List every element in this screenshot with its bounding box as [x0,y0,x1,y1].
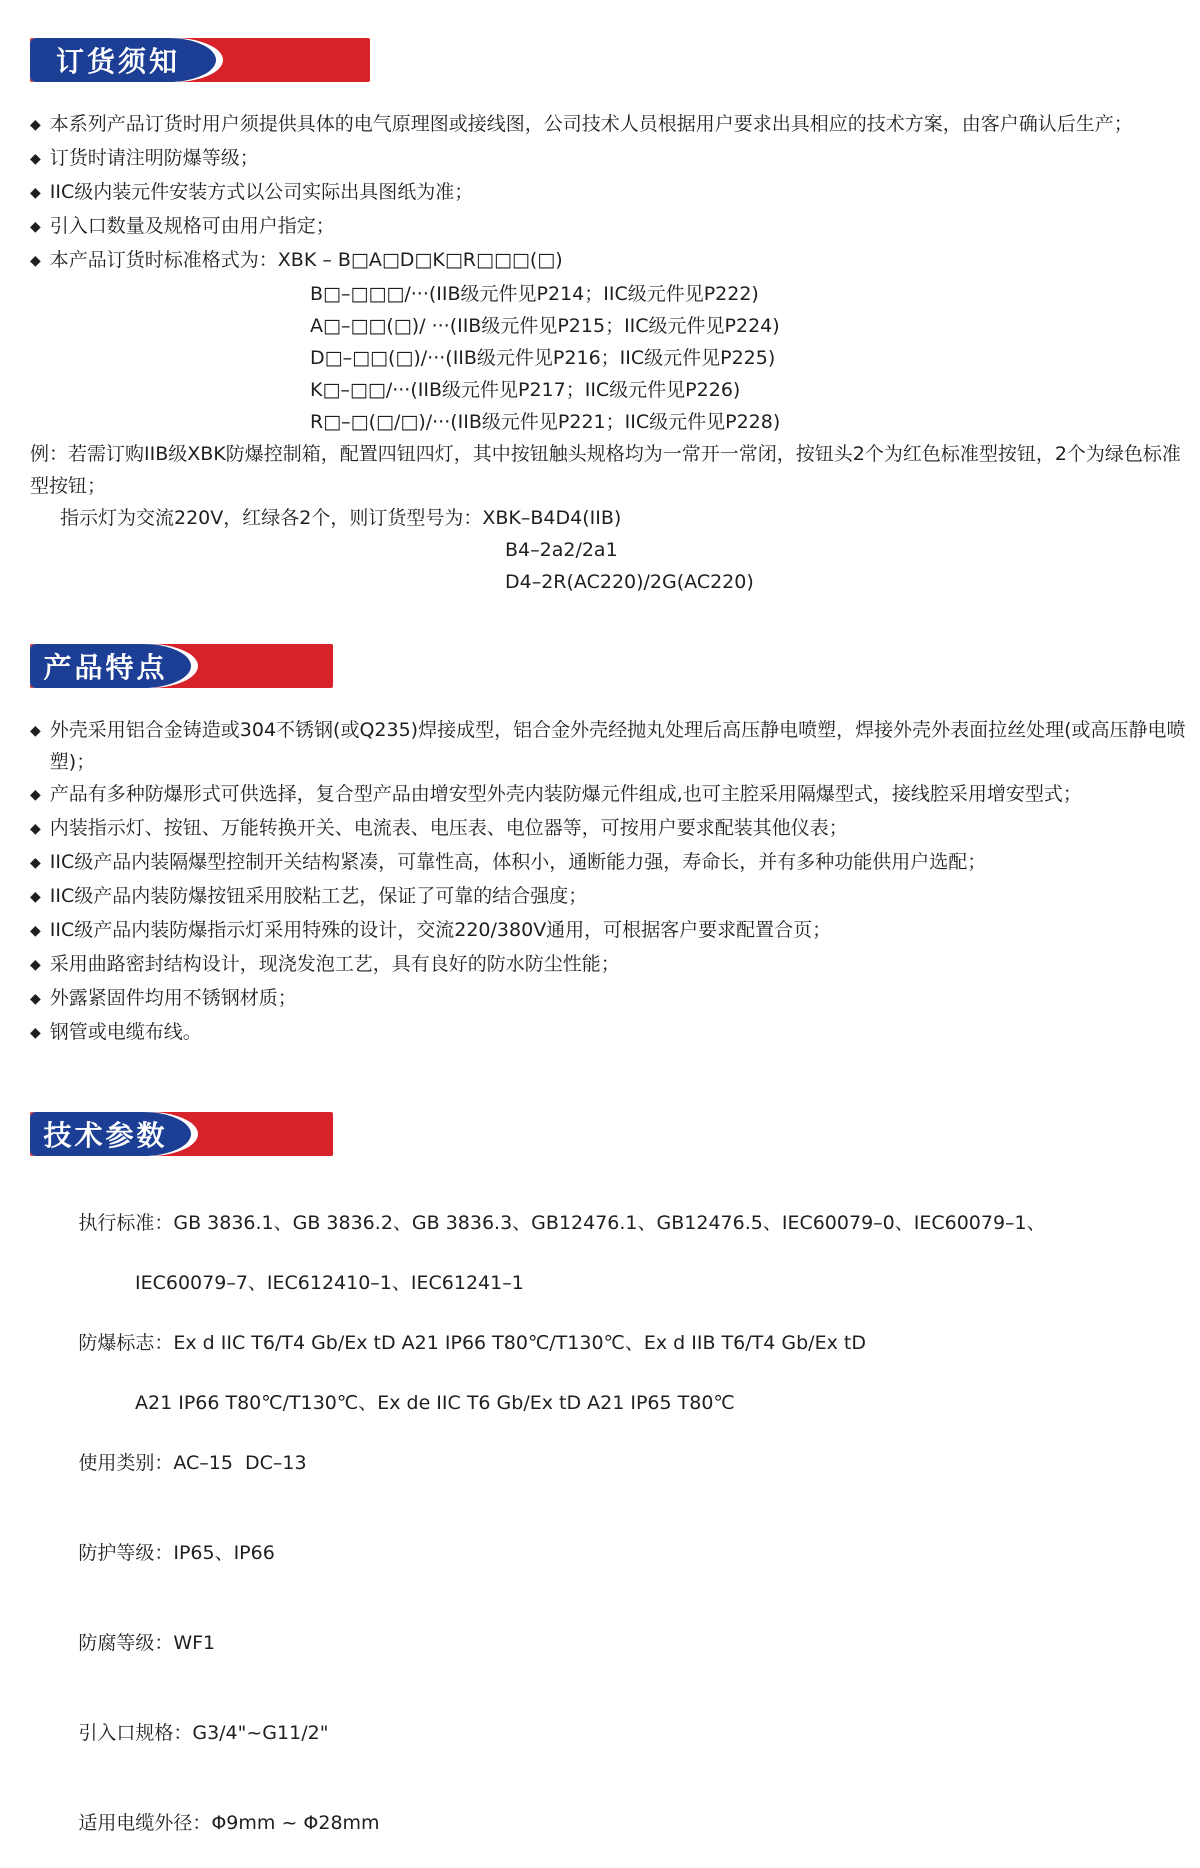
feature-bullet [30,714,1192,778]
diamond-bullet-icon: ◆ [30,151,41,167]
bullet-text: 钢管或电缆布线。 [49,1021,202,1043]
section-title-ordering: 订货须知 [55,45,180,78]
spec-value: AC–15 DC–13 [173,1452,307,1474]
ordering-bullet [30,142,1192,176]
spec-value: IP65、IP66 [173,1542,275,1564]
feature-bullet [30,812,1192,846]
bullet-text: 订货时请注明防爆等级； [49,147,259,169]
feature-bullet [30,914,1192,948]
diamond-bullet-icon: ◆ [30,185,41,201]
spec-value: WF1 [173,1632,216,1654]
ordering-example-line1: 例：若需订购IIB级XBK防爆控制箱，配置四钮四灯，其中按钮触头规格均为一常开一常闭，按钮头2个为红色标准型按钮，2个为绿色标准型按钮； [30,443,1181,497]
diamond-bullet-icon: ◆ [30,1025,41,1041]
section-title-specs: 技术参数 [43,1119,168,1152]
ordering-bullet [30,210,1192,244]
specs-content [30,1178,1192,1868]
bullet-text: 外壳采用铝合金铸造或304不锈钢(或Q235)焊接成型，铝合金外壳经抛丸处理后高压静电喷塑，焊接外壳外表面拉丝处理(或高压静电喷塑)； [49,719,1186,773]
bullet-text: 内装指示灯、按钮、万能转换开关、电流表、电压表、电位器等，可按用户要求配装其他仪表； [49,817,848,839]
spec-row [30,1508,1192,1598]
order-format-line: A□–□□(□)/ ···(IIB级元件见P215；IIC级元件见P224) [310,315,780,337]
feature-bullet [30,982,1192,1016]
ordering-content [30,108,1192,598]
order-format-line: R□–□(□/□)/···(IIB级元件见P221；IIC级元件见P228) [310,411,781,433]
feature-bullet [30,948,1192,982]
section-title-features: 产品特点 [43,651,168,684]
ordering-bullet [30,108,1192,142]
order-format-line: K□–□□/···(IIB级元件见P217；IIC级元件见P226) [310,379,741,401]
bullet-text: 引入口数量及规格可由用户指定； [49,215,335,237]
spec-value: G3/4"~G11/2" [192,1722,329,1744]
banner-blue-tab [30,644,191,688]
feature-bullet [30,778,1192,812]
ordering-example-line2: 指示灯为交流220V，红绿各2个，则订货型号为：XBK–B4D4(IIB) [60,507,622,529]
features-content [30,714,1192,1050]
spec-row [30,1688,1192,1778]
spec-row [30,1778,1192,1868]
spec-label: 执行标准： [78,1212,174,1234]
spec-value: GB 3836.1、GB 3836.2、GB 3836.3、GB12476.1、GB12476.5、IEC60079–0、IEC60079–1、 [173,1212,1046,1234]
bullet-text: 外露紧固件均用不锈钢材质； [49,987,297,1009]
ordering-example-code: B4–2a2/2a1 [505,539,618,561]
diamond-bullet-icon: ◆ [30,253,41,269]
banner-blue-tab [30,1112,191,1156]
section-banner-specs [30,1112,333,1156]
feature-bullet [30,846,1192,880]
feature-bullet [30,880,1192,914]
bullet-text: IIC级产品内装隔爆型控制开关结构紧凑，可靠性高，体积小，通断能力强，寿命长，并有多种功能供用户选配； [49,851,987,873]
diamond-bullet-icon: ◆ [30,991,41,1007]
diamond-bullet-icon: ◆ [30,923,41,939]
bullet-text: IIC级内装元件安装方式以公司实际出具图纸为准； [49,181,474,203]
section-banner-features [30,644,333,688]
spec-row [30,1178,1192,1268]
bullet-text: IIC级产品内装防爆指示灯采用特殊的设计，交流220/380V通用，可根据客户要求配置合页； [49,919,832,941]
diamond-bullet-icon: ◆ [30,117,41,133]
diamond-bullet-icon: ◆ [30,821,41,837]
diamond-bullet-icon: ◆ [30,889,41,905]
spec-label: 使用类别： [78,1452,174,1474]
bullet-text: 采用曲路密封结构设计，现浇发泡工艺，具有良好的防水防尘性能； [49,953,620,975]
diamond-bullet-icon: ◆ [30,787,41,803]
section-banner-ordering [30,38,370,82]
spec-label: 防腐等级： [78,1632,174,1654]
diamond-bullet-icon: ◆ [30,855,41,871]
diamond-bullet-icon: ◆ [30,723,41,739]
order-format-line: D□–□□(□)/···(IIB级元件见P216；IIC级元件见P225) [310,347,776,369]
spec-value: Ex d IIC T6/T4 Gb/Ex tD A21 IP66 T80℃/T130℃、Ex d IIB T6/T4 Gb/Ex tD [173,1332,866,1354]
spec-label: 防爆标志： [78,1332,174,1354]
order-format-line: B□–□□□/···(IIB级元件见P214；IIC级元件见P222) [310,283,759,305]
diamond-bullet-icon: ◆ [30,957,41,973]
spec-label: 引入口规格： [78,1722,193,1744]
ordering-bullet [30,176,1192,210]
spec-label: 防护等级： [78,1542,174,1564]
spec-row [30,1598,1192,1688]
section-features [30,644,1192,1050]
ordering-bullet [30,244,1192,278]
spec-row [30,1418,1192,1508]
banner-blue-tab [30,38,216,82]
feature-bullet [30,1016,1192,1050]
spec-row [30,1298,1192,1388]
section-ordering [30,38,1192,598]
spec-value: Φ9mm ~ Φ28mm [211,1812,380,1834]
bullet-text: 本系列产品订货时用户须提供具体的电气原理图或接线图，公司技术人员根据用户要求出具相应的技术方案，由客户确认后生产； [49,113,1133,135]
diamond-bullet-icon: ◆ [30,219,41,235]
bullet-text: 本产品订货时标准格式为：XBK – B□A□D□K□R□□□(□) [49,249,563,271]
spec-label: 适用电缆外径： [78,1812,212,1834]
spec-row-continuation: A21 IP66 T80℃/T130℃、Ex de IIC T6 Gb/Ex tD A21 IP65 T80℃ [135,1392,735,1414]
catalog-page [0,38,1200,1834]
section-specs [30,1112,1192,1868]
bullet-text: IIC级产品内装防爆按钮采用胶粘工艺，保证了可靠的结合强度； [49,885,588,907]
bullet-text: 产品有多种防爆形式可供选择，复合型产品由增安型外壳内装防爆元件组成,也可主腔采用隔爆型式，接线腔采用增安型式； [49,783,1082,805]
ordering-example-code: D4–2R(AC220)/2G(AC220) [505,571,754,593]
spec-row-continuation: IEC60079–7、IEC612410–1、IEC61241–1 [135,1272,524,1294]
